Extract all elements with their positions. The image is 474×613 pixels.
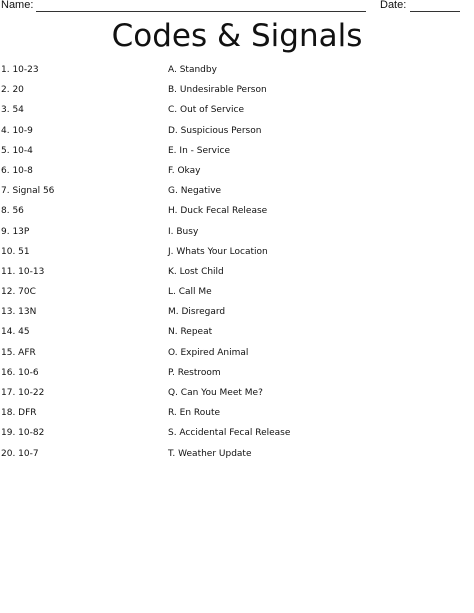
list-row: [0, 325, 474, 345]
name-blank-line[interactable]: [36, 11, 366, 12]
list-row: [0, 447, 474, 467]
name-label: Name:: [1, 0, 34, 11]
meaning-item: O. Expired Animal: [168, 347, 249, 358]
list-row: [0, 285, 474, 305]
list-row: [0, 426, 474, 446]
meaning-item: Q. Can You Meet Me?: [168, 388, 263, 398]
code-item: 20. 10-7: [1, 448, 39, 459]
meaning-item: C. Out of Service: [168, 105, 244, 116]
code-item: 15. AFR: [1, 347, 36, 358]
matching-list: [0, 63, 474, 467]
meaning-item: S. Accidental Fecal Release: [168, 428, 291, 439]
code-item: 14. 45: [1, 327, 30, 338]
code-item: 11. 10-13: [1, 266, 45, 277]
date-blank-line[interactable]: [410, 11, 460, 12]
meaning-item: J. Whats Your Location: [168, 246, 268, 257]
meaning-item: A. Standby: [168, 65, 217, 75]
code-item: 12. 70C: [1, 287, 36, 298]
list-row: [0, 346, 474, 366]
code-item: 4. 10-9: [1, 125, 33, 136]
code-item: 17. 10-22: [1, 388, 45, 398]
list-row: [0, 406, 474, 426]
code-item: 8. 56: [1, 206, 24, 217]
meaning-item: F. Okay: [168, 165, 201, 176]
code-item: 3. 54: [1, 105, 24, 116]
page-title: Codes & Signals: [111, 18, 363, 54]
meaning-item: I. Busy: [168, 226, 199, 237]
meaning-item: P. Restroom: [168, 367, 221, 378]
code-item: 10. 51: [1, 246, 30, 257]
list-row: [0, 144, 474, 164]
code-item: 18. DFR: [1, 408, 37, 419]
list-row: [0, 103, 474, 123]
code-item: 9. 13P: [1, 226, 30, 237]
list-row: [0, 124, 474, 144]
meaning-item: B. Undesirable Person: [168, 85, 267, 96]
code-item: 7. Signal 56: [1, 186, 55, 197]
meaning-item: T. Weather Update: [168, 448, 252, 459]
meaning-item: H. Duck Fecal Release: [168, 206, 268, 217]
meaning-item: K. Lost Child: [168, 266, 224, 277]
meaning-item: R. En Route: [168, 408, 221, 419]
code-item: 16. 10-6: [1, 367, 39, 378]
list-row: [0, 305, 474, 325]
list-row: [0, 225, 474, 245]
list-row: [0, 184, 474, 204]
list-row: [0, 83, 474, 103]
list-row: [0, 366, 474, 386]
meaning-item: N. Repeat: [168, 327, 213, 338]
meaning-item: E. In - Service: [168, 145, 230, 156]
code-item: 2. 20: [1, 85, 24, 96]
code-item: 13. 13N: [1, 307, 37, 318]
meaning-item: D. Suspicious Person: [168, 125, 262, 136]
meaning-item: M. Disregard: [168, 307, 226, 318]
code-item: 1. 10-23: [1, 65, 39, 75]
list-row: [0, 63, 474, 83]
date-label: Date:: [380, 0, 407, 11]
header-row: [0, 0, 474, 14]
code-item: 19. 10-82: [1, 428, 45, 439]
list-row: [0, 164, 474, 184]
meaning-item: G. Negative: [168, 186, 222, 197]
list-row: [0, 265, 474, 285]
code-item: 5. 10-4: [1, 145, 33, 156]
list-row: [0, 386, 474, 406]
code-item: 6. 10-8: [1, 165, 33, 176]
list-row: [0, 204, 474, 224]
list-row: [0, 245, 474, 265]
meaning-item: L. Call Me: [168, 287, 212, 298]
